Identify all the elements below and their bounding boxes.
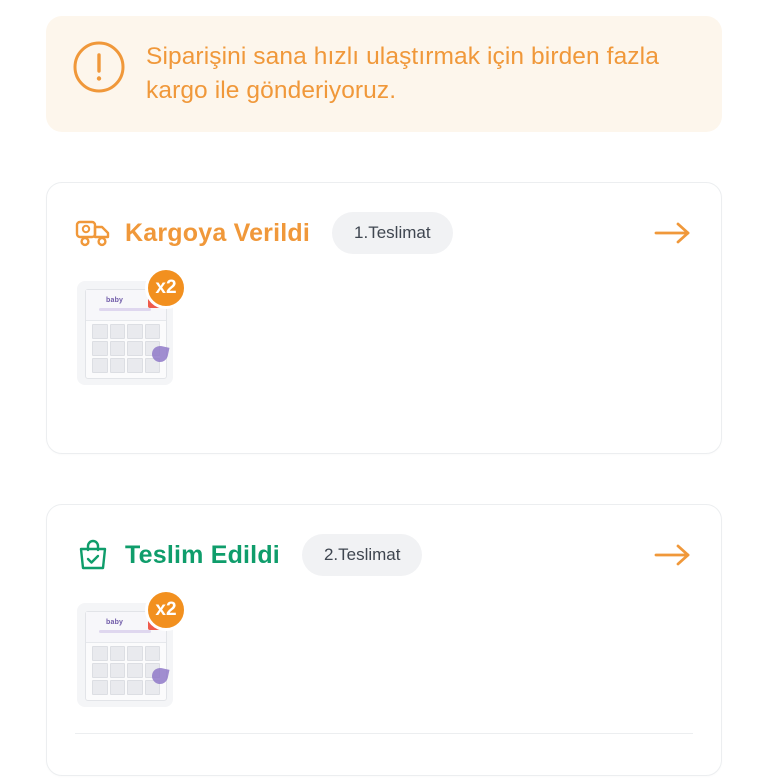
package-cell bbox=[110, 680, 126, 695]
package-cell bbox=[127, 324, 143, 339]
truck-icon bbox=[75, 216, 111, 250]
banner-text: Siparişini sana hızlı ulaştırmak için birden fazla kargo ile gönderiyoruz. bbox=[146, 43, 659, 104]
package-cell bbox=[127, 663, 143, 678]
package-cell bbox=[92, 680, 108, 695]
shipment-card-1[interactable] bbox=[46, 182, 722, 454]
shipment-status-label: Kargoya Verildi bbox=[125, 218, 311, 247]
order-shipments-screen bbox=[0, 16, 768, 784]
package-cell bbox=[110, 646, 126, 661]
exclamation-circle-icon bbox=[72, 40, 126, 94]
arrow-right-icon[interactable] bbox=[653, 220, 693, 246]
package-brand-label: baby bbox=[106, 297, 124, 304]
package-cell bbox=[127, 680, 143, 695]
package-brand-label: baby bbox=[106, 619, 124, 626]
quantity-badge: x2 bbox=[145, 589, 187, 631]
package-grid bbox=[92, 324, 160, 373]
card-divider bbox=[75, 733, 693, 734]
shipment-index-chip: 2.Teslimat bbox=[302, 534, 423, 576]
package-subtitle-bar bbox=[99, 308, 151, 311]
package-cell bbox=[92, 324, 108, 339]
shipment-card-2[interactable] bbox=[46, 504, 722, 776]
package-cell bbox=[92, 646, 108, 661]
product-thumbnail-2[interactable] bbox=[77, 599, 177, 707]
package-cell bbox=[110, 358, 126, 373]
package-cell bbox=[92, 358, 108, 373]
package-cell bbox=[127, 646, 143, 661]
quantity-badge: x2 bbox=[145, 267, 187, 309]
package-subtitle-bar bbox=[99, 630, 151, 633]
package-cell bbox=[110, 324, 126, 339]
shipment-card-1-header[interactable] bbox=[75, 209, 693, 257]
package-cell bbox=[92, 341, 108, 356]
package-cell bbox=[110, 341, 126, 356]
package-cell bbox=[127, 341, 143, 356]
shipment-card-2-header[interactable] bbox=[75, 531, 693, 579]
package-cell bbox=[145, 324, 161, 339]
multi-shipment-info-banner bbox=[46, 16, 722, 132]
package-cell bbox=[145, 646, 161, 661]
shipment-index-chip: 1.Teslimat bbox=[332, 212, 453, 254]
product-thumbnail-1[interactable] bbox=[77, 277, 177, 385]
package-cell bbox=[127, 358, 143, 373]
package-grid bbox=[92, 646, 160, 695]
shipment-status-label: Teslim Edildi bbox=[125, 540, 280, 569]
package-cell bbox=[92, 663, 108, 678]
bag-check-icon bbox=[75, 538, 111, 572]
arrow-right-icon[interactable] bbox=[653, 542, 693, 568]
package-cell bbox=[110, 663, 126, 678]
